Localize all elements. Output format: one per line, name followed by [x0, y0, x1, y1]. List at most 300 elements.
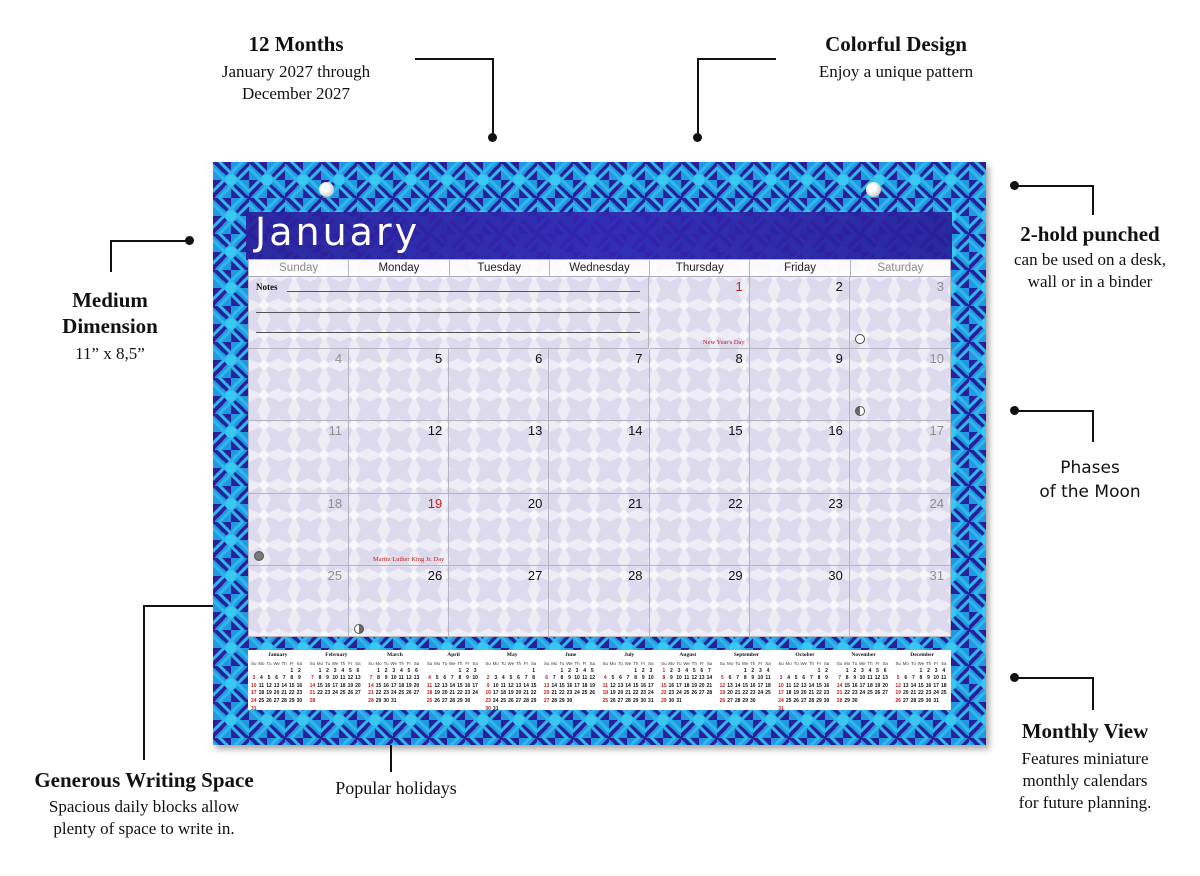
mini-weekday-label: Sa [648, 661, 654, 666]
weekday-label: Sunday [249, 260, 349, 276]
mini-day: 21 [706, 682, 713, 689]
mini-day: 14 [281, 682, 287, 689]
mini-day: 25 [339, 690, 346, 697]
mini-day: 9 [326, 675, 329, 682]
mini-day: 14 [836, 682, 843, 689]
callout-line: for future planning. [1018, 793, 1152, 812]
mini-day: 12 [508, 682, 514, 689]
mini-day [433, 668, 441, 676]
mini-week-row [426, 668, 482, 676]
mini-weekday-label: Su [251, 661, 257, 666]
mini-day [316, 698, 324, 706]
day-cell[interactable] [349, 349, 449, 421]
mini-day: 7 [450, 675, 454, 682]
mini-week-row [309, 690, 365, 698]
mini-day: 24 [251, 697, 257, 704]
day-cell[interactable] [349, 566, 449, 638]
callout-writing-space [14, 767, 274, 840]
mini-calendar-title: March [387, 652, 403, 658]
mini-day: 7 [809, 675, 813, 682]
mini-weekday-label: Sa [472, 661, 478, 666]
mini-day: 13 [699, 675, 705, 682]
mini-weekday-row [426, 660, 482, 668]
mini-calendar-title: June [565, 652, 577, 658]
mini-week-row [836, 683, 892, 691]
mini-day: 28 [368, 697, 374, 704]
mini-day: 3 [473, 667, 477, 674]
day-cell[interactable] [750, 421, 850, 493]
mini-weekday-label: Fr [524, 661, 529, 666]
mini-day: 23 [851, 690, 858, 697]
mini-weekday-label: Tu [852, 661, 858, 666]
day-number: 1 [735, 279, 743, 294]
day-cell[interactable] [449, 494, 549, 566]
weekday-label: Wednesday [550, 260, 650, 276]
mini-day: 14 [309, 682, 316, 689]
mini-day: 25 [602, 697, 609, 704]
mini-week-row [894, 668, 950, 676]
mini-day: 7 [708, 667, 711, 674]
day-cell[interactable] [650, 494, 750, 566]
mini-day: 15 [530, 682, 537, 689]
mini-day: 26 [610, 697, 616, 704]
mini-day [543, 668, 551, 676]
mini-week-row [426, 690, 482, 698]
mini-weekday-label: Su [778, 661, 784, 666]
calendar-board [213, 162, 986, 745]
mini-calendar-title: August [679, 652, 697, 658]
mini-calendar [599, 650, 658, 710]
mini-calendar [307, 650, 366, 710]
mini-week-row [484, 690, 540, 698]
mini-day: 24 [648, 690, 654, 697]
mini-day [792, 668, 800, 676]
mini-day: 13 [902, 682, 909, 689]
mini-day: 3 [860, 667, 864, 674]
day-cell[interactable] [750, 349, 850, 421]
day-cell[interactable] [549, 566, 649, 638]
weekday-label: Saturday [877, 262, 924, 274]
callout-line: Popular holidays [335, 778, 457, 798]
mini-day: 17 [859, 682, 866, 689]
mini-day [265, 668, 273, 676]
mini-day [734, 668, 742, 676]
mini-weekday-row [250, 660, 306, 668]
mini-day: 10 [472, 675, 478, 682]
day-cell[interactable] [850, 277, 950, 349]
mini-weekday-label: Mo [609, 661, 616, 666]
notes-line [256, 312, 640, 313]
mini-day: 2 [466, 667, 469, 674]
mini-day: 15 [317, 682, 323, 689]
mini-day: 12 [266, 682, 272, 689]
notes-area[interactable] [249, 277, 649, 349]
callout-title: Generous Writing Space [34, 768, 254, 792]
mini-day: 18 [683, 682, 690, 689]
mini-week-row [601, 683, 657, 691]
mini-day: 17 [574, 682, 580, 689]
mini-day: 11 [398, 675, 404, 682]
mini-day [500, 668, 508, 676]
mini-day: 30 [383, 697, 389, 704]
mini-day [808, 668, 816, 676]
mini-day: 13 [801, 682, 807, 689]
mini-calendar-title: April [447, 652, 460, 658]
callout-title: Dimension [62, 314, 158, 338]
mini-day [288, 706, 296, 714]
mini-day: 6 [443, 675, 447, 682]
day-cell[interactable] [650, 349, 750, 421]
day-cell[interactable] [549, 421, 649, 493]
mini-weekday-row [660, 660, 716, 668]
callout-title: Monthly View [1021, 719, 1149, 743]
mini-week-row [660, 690, 716, 698]
day-cell[interactable] [549, 494, 649, 566]
mini-day: 3 [934, 667, 938, 674]
weekday-label: Tuesday [450, 260, 550, 276]
holiday-label: Martin Luther King Jr. Day [372, 555, 445, 563]
day-cell[interactable] [449, 421, 549, 493]
mini-day: 23 [464, 690, 471, 697]
mini-day: 29 [530, 697, 537, 704]
mini-day: 30 [668, 697, 675, 704]
mini-day: 28 [281, 697, 287, 704]
mini-day: 9 [825, 675, 828, 682]
mini-weekday-label: We [741, 661, 749, 666]
day-number: 5 [435, 351, 443, 367]
mini-day: 1 [290, 667, 294, 674]
day-cell[interactable] [249, 494, 349, 566]
mini-day: 15 [375, 682, 382, 689]
mini-day: 22 [317, 690, 323, 697]
mini-weekday-label: Fr [934, 661, 939, 666]
mini-day [726, 668, 734, 676]
mini-day: 4 [428, 675, 431, 682]
day-cell[interactable] [650, 277, 750, 349]
mini-day: 10 [757, 675, 764, 682]
mini-day [405, 698, 413, 706]
day-cell[interactable] [850, 566, 950, 638]
mini-day: 4 [868, 667, 872, 674]
callout-line: wall or in a binder [1027, 272, 1153, 291]
mini-week-row [719, 675, 775, 683]
mini-weekday-label: Mo [258, 661, 265, 666]
mini-day: 13 [413, 675, 420, 682]
day-cell[interactable] [549, 349, 649, 421]
mini-day: 9 [568, 675, 571, 682]
mini-day: 13 [617, 682, 624, 689]
mini-day: 29 [742, 697, 748, 704]
mini-day: 22 [918, 690, 924, 697]
mini-day: 4 [341, 667, 345, 674]
mini-day: 16 [383, 682, 389, 689]
day-cell[interactable] [750, 494, 850, 566]
mini-day: 7 [552, 675, 556, 682]
mini-day: 19 [895, 690, 901, 697]
mini-day [265, 706, 273, 714]
mini-weekday-label: We [449, 661, 456, 666]
mini-day [492, 668, 500, 676]
mini-day: 2 [297, 667, 301, 674]
day-number: 13 [527, 423, 543, 439]
mini-week-row [543, 675, 599, 683]
mini-day [471, 698, 479, 706]
day-cell[interactable] [650, 566, 750, 638]
mini-week-row [601, 690, 657, 698]
mini-day: 24 [390, 690, 397, 697]
mini-day [530, 706, 538, 714]
mini-day: 22 [530, 690, 537, 697]
mini-day: 8 [560, 675, 564, 682]
mini-day: 2 [486, 675, 490, 682]
mini-day: 7 [310, 675, 314, 682]
callout-line: monthly calendars [1022, 771, 1148, 790]
mini-weekday-label: We [624, 661, 632, 666]
mini-week-row [660, 668, 716, 676]
mini-day: 19 [719, 690, 726, 697]
mini-day: 29 [816, 697, 822, 704]
mini-weekday-label: Tu [617, 661, 623, 666]
day-cell[interactable] [249, 566, 349, 638]
mini-week-row [309, 698, 365, 706]
mini-day: 24 [676, 690, 682, 697]
mini-day: 2 [670, 667, 673, 674]
mini-day: 30 [485, 705, 491, 712]
mini-day: 18 [426, 690, 433, 697]
mini-weekday-label: Mo [492, 661, 499, 666]
mini-day [515, 706, 523, 714]
mini-day [522, 706, 530, 714]
mini-day: 15 [661, 682, 667, 689]
day-cell[interactable] [449, 566, 549, 638]
mini-day: 21 [734, 690, 741, 697]
mini-day: 12 [793, 682, 799, 689]
mini-week-row [250, 690, 306, 698]
mini-weekday-label: Th [457, 661, 463, 666]
mini-day: 7 [369, 675, 373, 682]
mini-day [800, 668, 808, 676]
mini-day: 24 [757, 690, 764, 697]
mini-day: 5 [794, 675, 798, 682]
mini-day: 21 [836, 690, 843, 697]
mini-day: 11 [602, 682, 608, 689]
mini-day [507, 668, 515, 676]
mini-day: 2 [853, 667, 857, 674]
mini-day: 31 [390, 697, 397, 704]
callout-line: plenty of space to write in. [53, 819, 235, 838]
mini-day: 25 [426, 697, 433, 704]
day-cell[interactable] [850, 494, 950, 566]
callout-moon-phases [1000, 456, 1180, 504]
mini-week-row [250, 675, 306, 683]
mini-day: 13 [273, 682, 280, 689]
mini-day: 30 [464, 697, 471, 704]
mini-calendar [717, 650, 776, 710]
mini-day [588, 698, 596, 706]
mini-day: 14 [551, 682, 558, 689]
mini-day: 27 [515, 697, 522, 704]
notes-line [287, 291, 640, 292]
mini-day: 21 [551, 690, 558, 697]
day-cell[interactable] [449, 349, 549, 421]
callout-dot-dimension [185, 236, 194, 245]
callout-line: Phases [1060, 458, 1120, 478]
mini-day: 4 [942, 667, 946, 674]
mini-day: 28 [706, 690, 713, 697]
mini-day [522, 668, 530, 676]
day-cell[interactable] [249, 421, 349, 493]
mini-day: 31 [778, 705, 784, 712]
mini-week-row [426, 698, 482, 706]
mini-day: 29 [559, 697, 565, 704]
mini-day: 27 [699, 690, 705, 697]
mini-weekday-label: We [566, 661, 573, 666]
mini-week-row [250, 706, 306, 714]
mini-day: 13 [543, 682, 550, 689]
mini-day [449, 668, 457, 676]
mini-calendar-title: February [325, 652, 348, 658]
mini-day: 5 [692, 667, 696, 674]
mini-day: 27 [413, 690, 420, 697]
mini-day [296, 706, 304, 714]
mini-day: 21 [281, 690, 287, 697]
mini-weekday-label: Sa [823, 661, 830, 666]
day-cell[interactable] [249, 349, 349, 421]
mini-day [426, 668, 434, 676]
mini-day: 6 [619, 675, 622, 682]
mini-day: 19 [266, 690, 272, 697]
mini-day: 27 [441, 697, 448, 704]
mini-day: 30 [640, 697, 647, 704]
mini-day: 1 [817, 667, 821, 674]
mini-weekday-label: Sa [882, 661, 888, 666]
mini-day: 20 [801, 690, 807, 697]
mini-day: 20 [355, 682, 361, 689]
mini-day: 24 [574, 690, 580, 697]
day-cell[interactable] [349, 494, 449, 566]
day-cell[interactable] [650, 421, 750, 493]
mini-day: 16 [324, 682, 331, 689]
mini-weekday-label: Tu [383, 661, 389, 666]
mini-day: 17 [472, 682, 478, 689]
mini-day: 17 [676, 682, 682, 689]
mini-day: 16 [640, 682, 647, 689]
callout-line: 11” x 8,5” [75, 344, 145, 363]
mini-day: 17 [933, 682, 939, 689]
mini-week-row [601, 668, 657, 676]
mini-day [800, 706, 808, 714]
mini-week-row [894, 683, 950, 691]
mini-day: 3 [392, 667, 396, 674]
mini-day: 3 [575, 667, 579, 674]
mini-day [690, 698, 698, 706]
mini-weekday-label: Th [808, 661, 814, 666]
mini-calendar [424, 650, 483, 710]
mini-day: 7 [911, 675, 915, 682]
mini-day: 31 [251, 705, 257, 712]
mini-week-row [836, 698, 892, 706]
mini-day: 29 [918, 697, 924, 704]
mini-weekday-label: Sa [941, 661, 947, 666]
day-cell[interactable] [349, 421, 449, 493]
mini-day: 23 [296, 690, 303, 697]
mini-day [777, 668, 785, 676]
mini-day: 10 [390, 675, 397, 682]
mini-day: 20 [902, 690, 909, 697]
mini-day: 11 [765, 675, 771, 682]
mini-day: 9 [297, 675, 301, 682]
mini-day: 17 [251, 690, 257, 697]
mini-day: 25 [940, 690, 947, 697]
mini-day: 30 [566, 697, 573, 704]
mini-weekday-label: Mo [375, 661, 382, 666]
mini-day [273, 706, 281, 714]
day-number: 20 [527, 495, 543, 511]
mini-day: 21 [309, 690, 316, 697]
mini-day: 23 [383, 690, 389, 697]
mini-week-row [836, 668, 892, 676]
mini-day: 30 [851, 697, 858, 704]
mini-day: 22 [742, 690, 748, 697]
mini-day: 18 [398, 682, 405, 689]
mini-day: 26 [719, 697, 726, 704]
mini-day [902, 668, 910, 676]
mini-day: 20 [515, 690, 522, 697]
mini-week-row [309, 683, 365, 691]
mini-day: 11 [340, 675, 346, 682]
mini-day: 10 [492, 682, 499, 689]
mini-weekday-label: We [917, 661, 925, 666]
mini-week-row [660, 683, 716, 691]
mini-day: 7 [524, 675, 528, 682]
mini-week-row [601, 675, 657, 683]
mini-calendar-title: May [506, 652, 518, 658]
day-number: 6 [535, 351, 543, 367]
mini-day: 29 [457, 697, 463, 704]
mini-weekday-label: Th [398, 661, 404, 666]
mini-day: 21 [449, 690, 456, 697]
day-cell[interactable] [750, 277, 850, 349]
mini-weekday-row [836, 660, 892, 668]
mini-weekday-label: Fr [348, 661, 353, 666]
day-cell[interactable] [850, 421, 950, 493]
mini-day [573, 698, 581, 706]
mini-day: 17 [757, 682, 764, 689]
weekday-label: Friday [750, 260, 850, 276]
callout-dot-months [488, 133, 497, 142]
mini-day: 24 [778, 697, 784, 704]
day-cell[interactable] [750, 566, 850, 638]
mini-weekday-label: Su [836, 661, 843, 666]
mini-day: 25 [581, 690, 588, 697]
day-number: 16 [828, 423, 843, 439]
mini-day: 5 [590, 667, 594, 674]
mini-weekday-label: Fr [406, 661, 411, 666]
mini-day: 11 [941, 675, 947, 682]
mini-day: 11 [867, 675, 873, 682]
mini-day: 4 [787, 675, 790, 682]
mini-day: 6 [883, 667, 887, 674]
mini-day: 4 [685, 667, 689, 674]
day-number: 28 [628, 567, 643, 583]
mini-day: 19 [691, 682, 697, 689]
mini-weekday-row [601, 660, 657, 668]
mini-day: 19 [508, 690, 514, 697]
notes-line [256, 332, 640, 333]
day-cell[interactable] [850, 349, 950, 421]
mini-day [881, 698, 889, 706]
mini-calendar [834, 650, 893, 710]
